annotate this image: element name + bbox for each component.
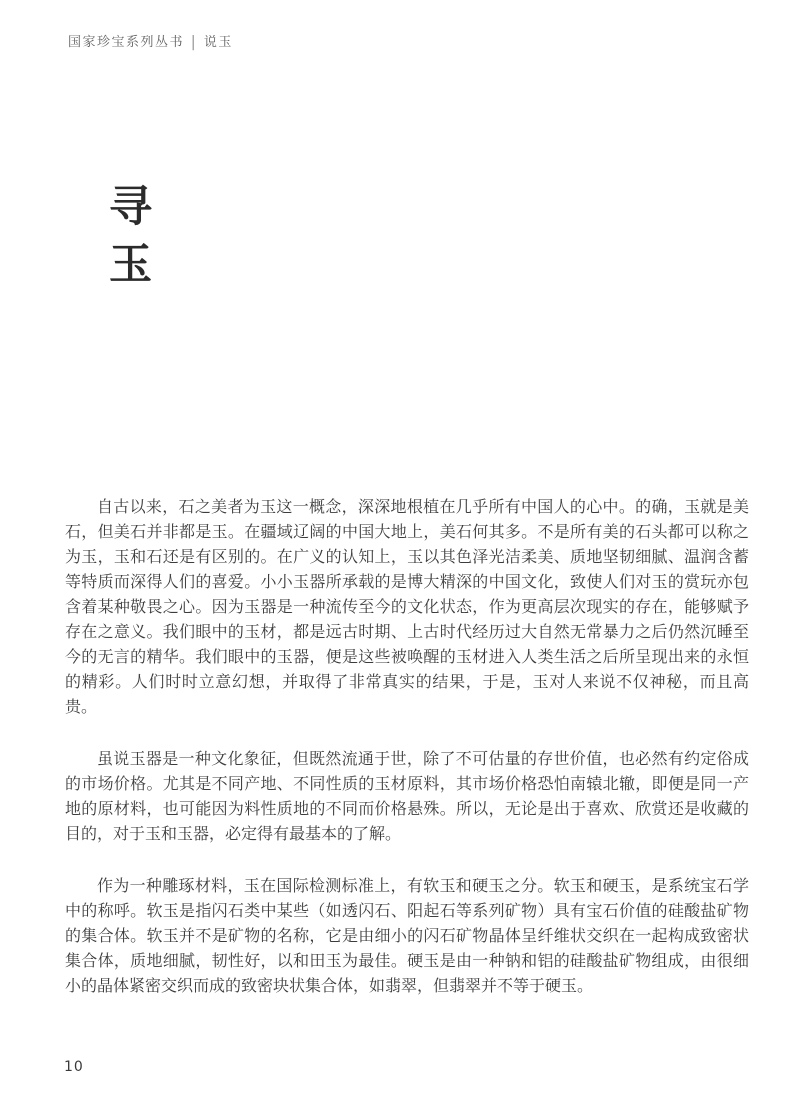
- page-number: 10: [64, 1059, 84, 1075]
- body-text: [65, 494, 749, 1025]
- paragraph-2: 虽说玉器是一种文化象征，但既然流通于世，除了不可估量的存世价值，也必然有约定俗成的市场价格。尤其是不同产地、不同性质的玉材原料，其市场价格恐怕南辕北辙，即便是同一产地的原材料，也可能因为料性质地的不同而价格悬殊。所以，无论是出于喜欢、欣赏还是收藏的目的，对于玉和玉器，必定得有最基本的了解。: [65, 749, 749, 843]
- chapter-title: 寻玉: [102, 183, 152, 299]
- series-title: 国家珍宝系列丛书: [68, 35, 185, 50]
- header-divider: |: [191, 33, 197, 52]
- book-title: 说玉: [203, 35, 233, 50]
- page-header: [68, 34, 233, 52]
- paragraph-1: 自古以来，石之美者为玉这一概念，深深地根植在几乎所有中国人的心中。的确，玉就是美石，但美石并非都是玉。在疆域辽阔的中国大地上，美石何其多。不是所有美的石头都可以称之为玉，玉和石还是有区别的。在广义的认知上，玉以其色泽光洁柔美、质地坚韧细腻、温润含蓄等特质而深得人们的喜爱。小小玉器所承载的是博大精深的中国文化，致使人们对玉的赏玩亦包含着某种敬畏之心。因为玉器是一种流传至今的文化状态，作为更高层次现实的存在，能够赋予存在之意义。我们眼中的玉材，都是远古时期、上古时代经历过大自然无常暴力之后仍然沉睡至今的无言的精华。我们眼中的玉器，便是这些被唤醒的玉材进入人类生活之后所呈现出来的永恒的精彩。人们时时立意幻想，并取得了非常真实的结果，于是，玉对人来说不仅神秘，而且高贵。: [65, 497, 749, 716]
- paragraph-3: 作为一种雕琢材料，玉在国际检测标准上，有软玉和硬玉之分。软玉和硬玉，是系统宝石学中的称呼。软玉是指闪石类中某些（如透闪石、阳起石等系列矿物）具有宝石价值的硅酸盐矿物的集合体。软玉并不是矿物的名称，它是由细小的闪石矿物晶体呈纤维状交织在一起构成致密状集合体，质地细腻，韧性好，以和田玉为最佳。硬玉是由一种钠和铝的硅酸盐矿物组成，由很细小的晶体紧密交织而成的致密块状集合体，如翡翠，但翡翠并不等于硬玉。: [65, 876, 749, 995]
